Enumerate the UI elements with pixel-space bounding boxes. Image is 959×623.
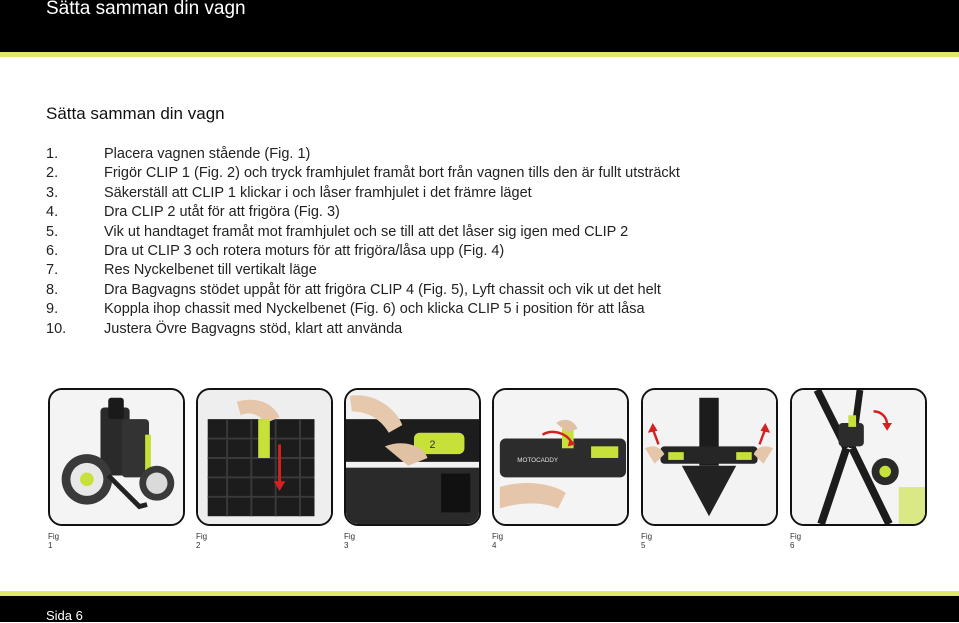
clip-1-release-illustration [198,390,331,524]
step-number: 8. [46,281,59,298]
figure-5-caption: Fig 5 [641,532,653,550]
figure-5-photo [641,388,778,526]
step-text: Dra ut CLIP 3 och rotera moturs för att frigöra/låsa upp (Fig. 4) [104,242,505,259]
step-text: Dra CLIP 2 utåt för att frigöra (Fig. 3) [104,204,340,221]
instruction-step [46,242,680,261]
clip-5-lock-illustration [792,390,925,524]
clip-4-release-illustration [643,390,776,524]
figure-3-caption: Fig 3 [344,532,356,550]
step-number: 2. [46,165,59,182]
instruction-step [46,164,680,183]
instruction-step [46,145,680,164]
figure-1-photo [48,388,185,526]
step-text: Koppla ihop chassit med Nyckelbenet (Fig. 6) och klicka CLIP 5 i position för att låsa [104,301,645,318]
step-text: Frigör CLIP 1 (Fig. 2) och tryck framhjulet framåt bort från vagnen tills den är fullt utsträckt [104,165,680,182]
instruction-step [46,223,680,242]
step-number: 3. [46,184,59,201]
step-number: 10. [46,320,67,337]
instruction-step [46,320,680,339]
instruction-step [46,203,680,222]
section-heading: Sätta samman din vagn [46,104,225,123]
instruction-list [46,145,680,339]
figure-6-photo [790,388,927,526]
figure-1-caption: Fig 1 [48,532,60,550]
clip-3-rotate-illustration [494,390,627,524]
figure-2-caption: Fig 2 [196,532,208,550]
step-number: 9. [46,301,59,318]
instruction-step [46,184,680,203]
step-text: Justera Övre Bagvagns stöd, klart att använda [104,320,403,337]
clip-2-label: 2 [429,439,436,452]
folded-trolley-illustration [50,390,183,524]
step-text: Placera vagnen stående (Fig. 1) [104,146,311,162]
page-number: Sida 6 [46,608,83,623]
footer-bar [0,596,959,622]
step-text: Vik ut handtaget framåt mot framhjulet och se till att det låser sig igen med CLIP 2 [104,223,629,240]
step-number: 7. [46,262,59,279]
step-text: Säkerställ att CLIP 1 klickar i och låser framhjulet i det främre läget [104,184,532,201]
instruction-step [46,281,680,300]
figure-3-photo [344,388,481,526]
clip-2-pull-illustration [346,390,479,524]
instruction-step [46,300,680,319]
figure-2-photo [196,388,333,526]
step-text: Res Nyckelbenet till vertikalt läge [104,262,317,279]
brand-text: MOTOCADDY [517,456,559,464]
figure-4-photo [492,388,629,526]
instruction-step [46,261,680,280]
step-number: 5. [46,223,59,240]
header-accent-line [0,52,959,57]
figure-6-caption: Fig 6 [790,532,802,550]
figure-4-caption: Fig 4 [492,532,504,550]
step-number: 1. [46,146,59,162]
step-number: 4. [46,204,59,221]
step-text: Dra Bagvagns stödet uppåt för att frigöra CLIP 4 (Fig. 5), Lyft chassit och vik ut det helt [104,281,661,298]
header-bar [0,0,959,52]
step-number: 6. [46,242,59,259]
header-title: Sätta samman din vagn [46,0,246,19]
